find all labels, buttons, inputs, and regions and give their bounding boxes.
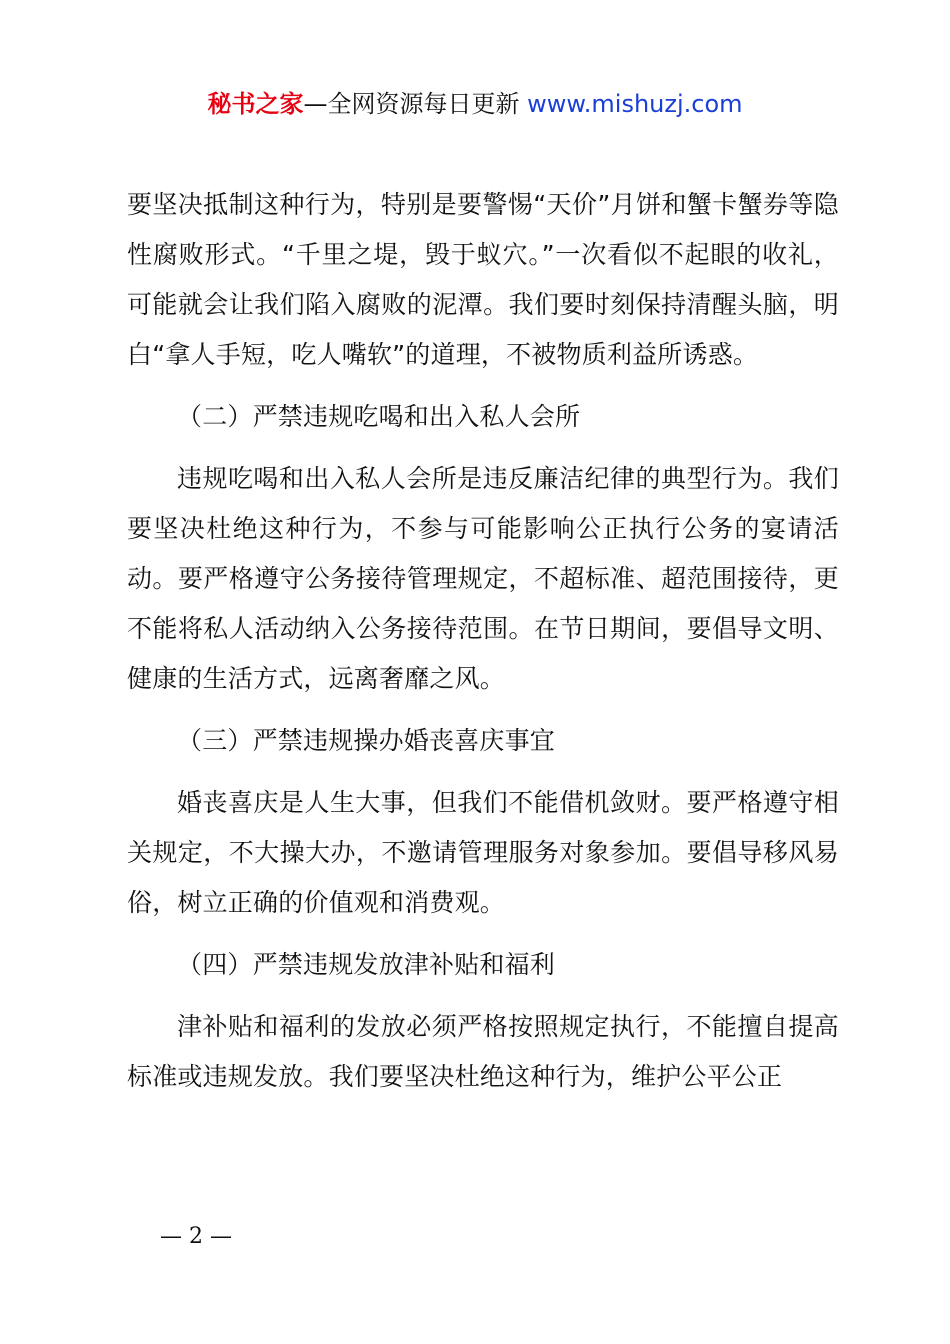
paragraph-2: 违规吃喝和出入私人会所是违反廉洁纪律的典型行为。我们要坚决杜绝这种行为，不参与可能影响公正执行公务的宴请活动。要严格遵守公务接待管理规定，不超标准、超范围接待，更不能将私人活动纳入公务接待范围。在节日期间，要倡导文明、健康的生活方式，远离奢靡之风。 bbox=[127, 464, 839, 693]
paragraph-4: 津补贴和福利的发放必须严格按照规定执行，不能擅自提高标准或违规发放。我们要坚决杜绝这种行为，维护公平公正 bbox=[127, 1012, 839, 1091]
section-heading-3: （三）严禁违规操办婚丧喜庆事宜 bbox=[177, 726, 556, 755]
site-header bbox=[0, 86, 950, 122]
site-url[interactable]: www.mishuzj.com bbox=[527, 90, 743, 118]
section-heading-4: （四）严禁违规发放津补贴和福利 bbox=[177, 950, 556, 979]
page-number: — 2 — bbox=[160, 1224, 232, 1249]
paragraph-1: 要坚决抵制这种行为，特别是要警惕“天价”月饼和蟹卡蟹券等隐性腐败形式。“千里之堤，毁于蚁穴。”一次看似不起眼的收礼，可能就会让我们陷入腐败的泥潭。我们要时刻保持清醒头脑，明白“拿人手短，吃人嘴软”的道理，不被物质利益所诱惑。 bbox=[127, 190, 839, 369]
section-heading-2: （二）严禁违规吃喝和出入私人会所 bbox=[177, 402, 581, 431]
site-brand: 秘书之家 bbox=[207, 90, 304, 118]
document-body bbox=[127, 180, 839, 1102]
paragraph-3: 婚丧喜庆是人生大事，但我们不能借机敛财。要严格遵守相关规定，不大操大办，不邀请管理服务对象参加。要倡导移风易俗，树立正确的价值观和消费观。 bbox=[127, 788, 839, 917]
site-tagline: —全网资源每日更新 bbox=[303, 90, 528, 118]
